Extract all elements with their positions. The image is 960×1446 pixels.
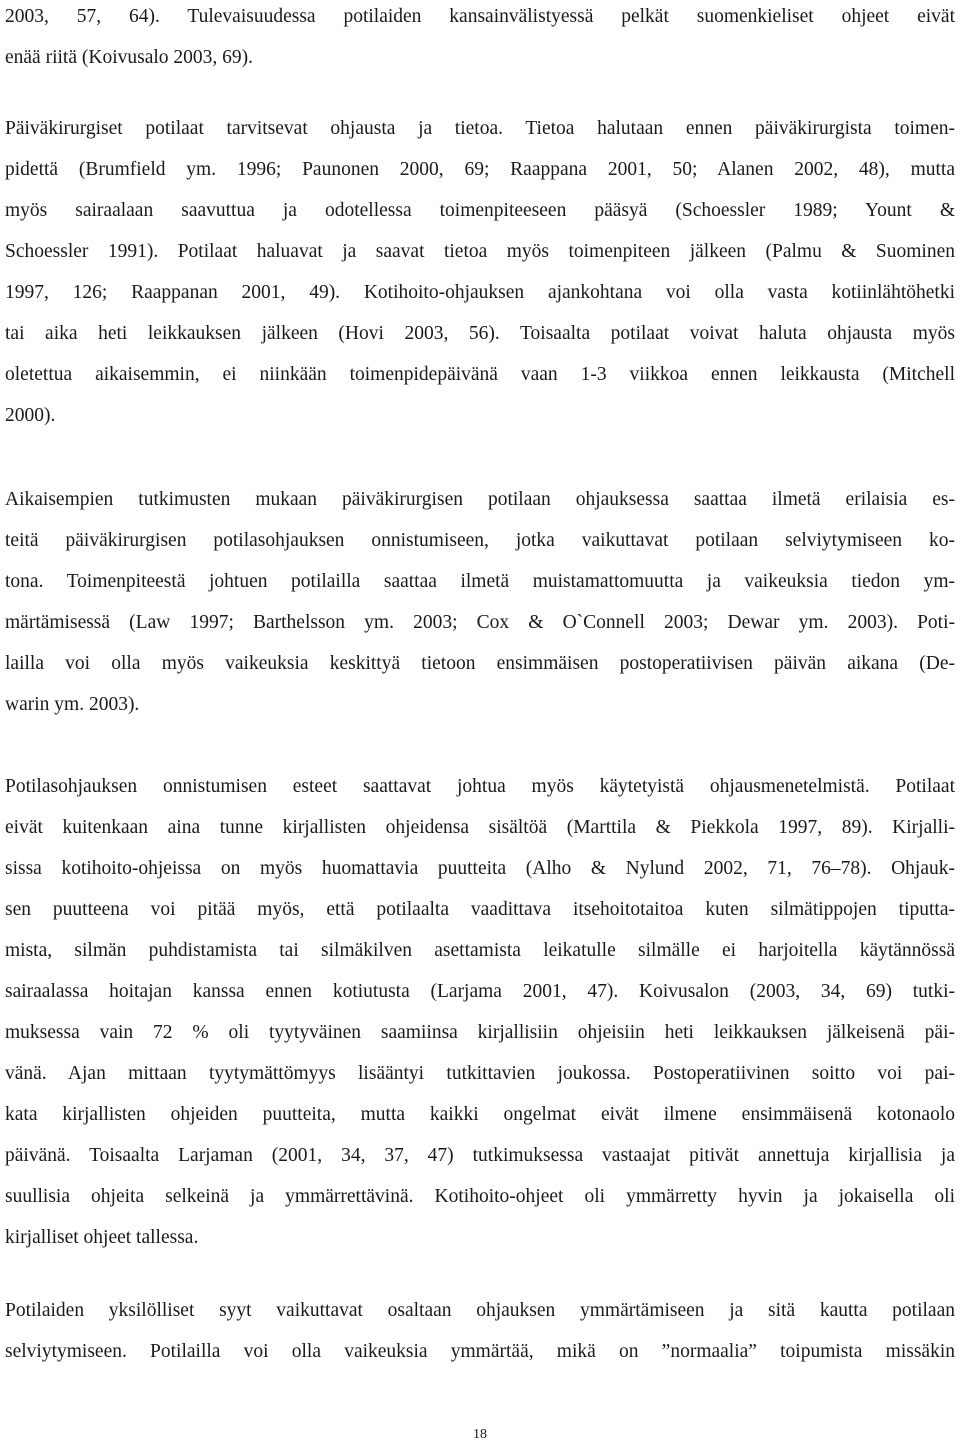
text-line: Schoessler 1991). Potilaat haluavat ja saavat tietoa myös toimenpiteen jälkeen (Palmu & Suominen [5,241,955,262]
text-line: muksessa vain 72 % oli tyytyväinen saamiinsa kirjallisiin ohjeisiin heti leikkauksen jälkeisenä päi- [5,1022,955,1043]
text-line: suullisia ohjeita selkeinä ja ymmärrettävinä. Kotihoito-ohjeet oli ymmärretty hyvin ja jokaisella oli [5,1186,955,1207]
text-line: kirjalliset ohjeet tallessa. [5,1227,199,1248]
text-line: päivänä. Toisaalta Larjaman (2001, 34, 37, 47) tutkimuksessa vastaajat pitivät annettuja kirjallisia ja [5,1145,955,1166]
text-line: myös sairaalaan saavuttua ja odotellessa toimenpiteeseen pääsyä (Schoessler 1989; Yount & [5,200,955,221]
text-line: 2000). [5,405,56,426]
text-line: lailla voi olla myös vaikeuksia keskittyä tietoon ensimmäisen postoperatiivisen päivän aikana (De- [5,653,955,674]
text-line: warin ym. 2003). [5,694,140,715]
text-line: märtämisessä (Law 1997; Barthelsson ym. 2003; Cox & O`Connell 2003; Dewar ym. 2003). Poti- [5,612,955,633]
page-number: 18 [473,1427,487,1442]
text-line: 1997, 126; Raappanan 2001, 49). Kotihoito-ohjauksen ajankohtana voi olla vasta kotiinlähtöhetki [5,282,955,303]
text-line: sissa kotihoito-ohjeissa on myös huomattavia puutteita (Alho & Nylund 2002, 71, 76–78). Ohjauk- [5,858,955,879]
text-line: sairaalassa hoitajan kanssa ennen kotiutusta (Larjama 2001, 47). Koivusalon (2003, 34, 69) tutki- [5,981,955,1002]
text-line: pidettä (Brumfield ym. 1996; Paunonen 2000, 69; Raappana 2001, 50; Alanen 2002, 48), mutta [5,159,955,180]
text-line: Aikaisempien tutkimusten mukaan päiväkirurgisen potilaan ohjauksessa saattaa ilmetä erilaisia es- [5,489,955,510]
text-line: 2003, 57, 64). Tulevaisuudessa potilaiden kansainvälistyessä pelkät suomenkieliset ohjeet eivät [5,6,955,27]
text-line: mista, silmän puhdistamista tai silmäkilven asettamista leikatulle silmälle ei harjoitella käytännössä [5,940,955,961]
paragraph-3 [5,479,955,725]
paragraph-1 [5,0,955,78]
text-line: tona. Toimenpiteestä johtuen potilailla saattaa ilmetä muistamattomuutta ja vaikeuksia tiedon ym- [5,571,955,592]
text-line: kata kirjallisten ohjeiden puutteita, mutta kaikki ongelmat eivät ilmene ensimmäisenä kotonaolo [5,1104,955,1125]
text-line: enää riitä (Koivusalo 2003, 69). [5,47,254,68]
text-line: tai aika heti leikkauksen jälkeen (Hovi 2003, 56). Toisaalta potilaat voivat haluta ohjausta myös [5,323,955,344]
paragraph-2 [5,108,955,436]
text-line: eivät kuitenkaan aina tunne kirjallisten ohjeidensa sisältöä (Marttila & Piekkola 1997, 89). Kirjalli- [5,817,955,838]
paragraph-5 [5,1290,955,1372]
text-line: sen puutteena voi pitää myös, että potilaalta vaadittava itsehoitotaitoa kuten silmätippojen tiputta- [5,899,955,920]
text-line: Päiväkirurgiset potilaat tarvitsevat ohjausta ja tietoa. Tietoa halutaan ennen päiväkirurgista toimen- [5,118,955,139]
text-line: oletettua aikaisemmin, ei niinkään toimenpidepäivänä vaan 1-3 viikkoa ennen leikkausta (Mitchell [5,364,955,385]
text-line: teitä päiväkirurgisen potilasohjauksen onnistumiseen, jotka vaikuttavat potilaan selviytymiseen ko- [5,530,955,551]
paragraph-4 [5,766,955,1258]
text-line: Potilaiden yksilölliset syyt vaikuttavat osaltaan ohjauksen ymmärtämiseen ja sitä kautta potilaan [5,1300,955,1321]
text-line: Potilasohjauksen onnistumisen esteet saattavat johtua myös käytetyistä ohjausmenetelmistä. Potilaat [5,776,955,797]
text-line: vänä. Ajan mittaan tyytymättömyys lisääntyi tutkittavien joukossa. Postoperatiivinen soitto voi pai- [5,1063,955,1084]
text-line: selviytymiseen. Potilailla voi olla vaikeuksia ymmärtää, mikä on ”normaalia” toipumista missäkin [5,1341,955,1362]
